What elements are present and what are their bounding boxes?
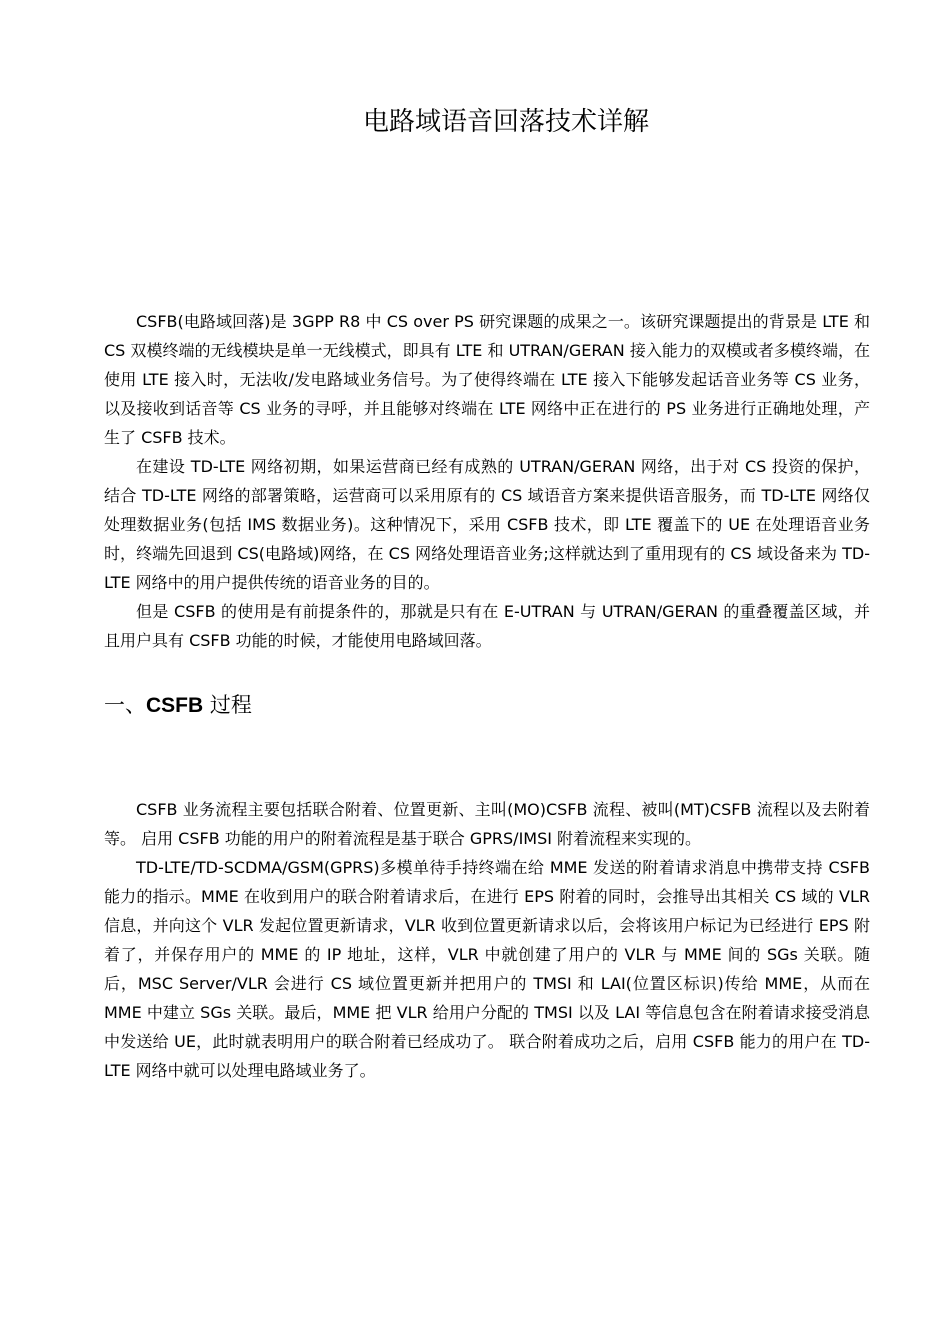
section-number: 一、 (104, 693, 146, 717)
section-heading (104, 688, 252, 723)
intro-paragraph-1: CSFB(电路域回落)是 3GPP R8 中 CS over PS 研究课题的成果之一。该研究课题提出的背景是 LTE 和 CS 双模终端的无线模块是单一无线模式，即具有 LTE 和 UTRAN/GERAN 接入能力的双模或者多模终端，在使用 LTE 接入时，无法收/发电路域业务信号。为了使得终端在 LTE 接入下能够发起话音业务等 CS 业务，以及接收到话音等 CS 业务的寻呼，并且能够对终端在 LTE 网络中正在进行的 PS 业务进行正确地处理，产生了 CSFB 技术。 (104, 312, 870, 447)
intro-section (104, 307, 870, 655)
section-paragraph-2: TD-LTE/TD-SCDMA/GSM(GPRS)多模单待手持终端在给 MME 发送的附着请求消息中携带支持 CSFB 能力的指示。MME 在收到用户的联合附着请求后，在进行 EPS 附着的同时，会推导出其相关 CS 域的 VLR 信息，并向这个 VLR 发起位置更新请求，VLR 收到位置更新请求以后，会将该用户标记为已经进行 EPS 附着了，并保存用户的 MME 的 IP 地址，这样，VLR 中就创建了用户的 VLR 与 MME 间的 SGs 关联。随后，MSC Server/VLR 会进行 CS 域位置更新并把用户的 TMSI 和 LAI(位置区标识)传给 MME，从而在 MME 中建立 SGs 关联。最后，MME 把 VLR 给用户分配的 TMSI 以及 LAI 等信息包含在附着请求接受消息中发送给 UE，此时就表明用户的联合附着已经成功了。 联合附着成功之后，启用 CSFB 能力的用户在 TD-LTE 网络中就可以处理电路域业务了。 (104, 858, 870, 1080)
intro-paragraph-2: 在建设 TD-LTE 网络初期，如果运营商已经有成熟的 UTRAN/GERAN 网络，出于对 CS 投资的保护，结合 TD-LTE 网络的部署策略，运营商可以采用原有的 CS 域语音方案来提供语音服务，而 TD-LTE 网络仅处理数据业务(包括 IMS 数据业务)。这种情况下，采用 CSFB 技术，即 LTE 覆盖下的 UE 在处理语音业务时，终端先回退到 CS(电路域)网络，在 CS 网络处理语音业务;这样就达到了重用现有的 CS 域设备来为 TD-LTE 网络中的用户提供传统的语音业务的目的。 (104, 457, 870, 592)
document-title: 电路域语音回落技术详解 (362, 107, 649, 137)
section-body (104, 795, 870, 1085)
intro-paragraph-3: 但是 CSFB 的使用是有前提条件的，那就是只有在 E-UTRAN 与 UTRAN/GERAN 的重叠覆盖区域，并且用户具有 CSFB 功能的时候，才能使用电路域回落。 (104, 602, 870, 650)
section-heading-text: 过程 (203, 693, 252, 717)
section-paragraph-1: CSFB 业务流程主要包括联合附着、位置更新、主叫(MO)CSFB 流程、被叫(MT)CSFB 流程以及去附着等。 启用 CSFB 功能的用户的附着流程是基于联合 GPRS/IMSI 附着流程来实现的。 (104, 800, 870, 848)
section-heading-bold: CSFB (146, 694, 204, 717)
